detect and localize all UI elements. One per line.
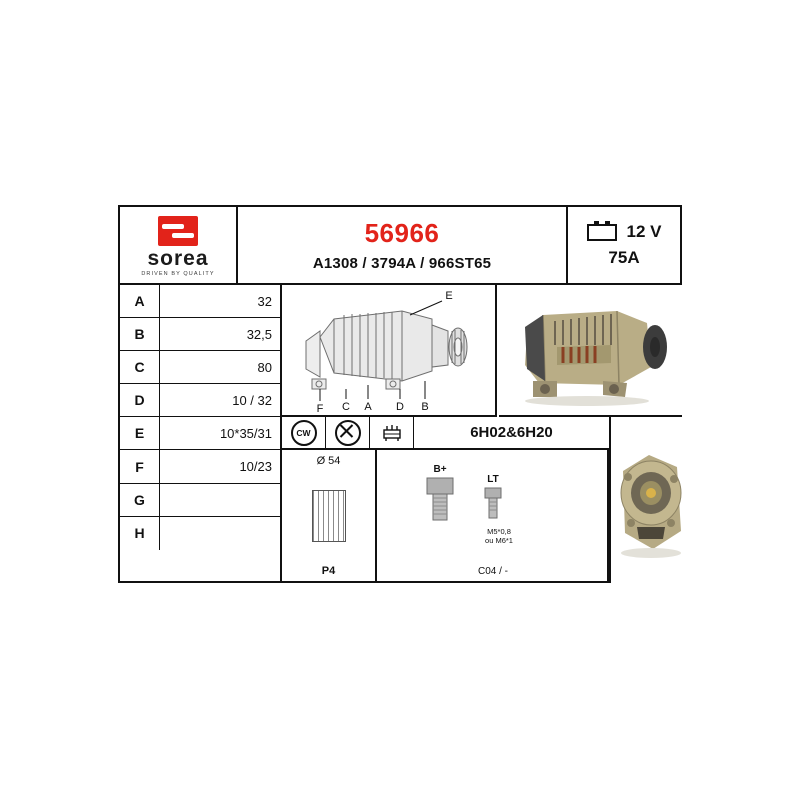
row-value bbox=[160, 517, 280, 550]
product-spec-sheet bbox=[118, 205, 682, 583]
reference-block bbox=[238, 207, 568, 283]
callout-F: F bbox=[316, 403, 324, 415]
callout-D: D bbox=[396, 401, 404, 413]
pulley-diameter: Ø 54 bbox=[316, 455, 341, 467]
rotation-cw-icon: CW bbox=[291, 420, 317, 446]
mounting-code: 6H02&6H20 bbox=[470, 424, 553, 441]
row-value: 32,5 bbox=[246, 326, 272, 342]
callout-A: A bbox=[364, 401, 372, 413]
row-label: F bbox=[120, 450, 160, 482]
pulley-type: P4 bbox=[321, 565, 336, 577]
electrical-block bbox=[568, 207, 680, 283]
row-value bbox=[160, 484, 280, 516]
amperage-value: 75A bbox=[608, 248, 640, 267]
terminal-drawing-svg bbox=[379, 450, 609, 583]
voltage-value: 12 V bbox=[626, 222, 662, 241]
row-label: G bbox=[120, 484, 160, 516]
regulator-icon bbox=[380, 423, 404, 443]
table-row bbox=[120, 351, 280, 384]
alternator-photo-side-svg bbox=[499, 285, 682, 417]
row-label: B bbox=[120, 318, 160, 350]
battery-icon bbox=[587, 224, 617, 241]
row-value: 80 bbox=[257, 359, 272, 375]
spec-table bbox=[120, 285, 280, 583]
row-value: 10 / 32 bbox=[232, 392, 272, 408]
row-value: 10/23 bbox=[239, 459, 272, 475]
row-label: D bbox=[120, 384, 160, 416]
row-label: E bbox=[120, 417, 160, 449]
fan-cell bbox=[326, 417, 370, 448]
alternator-photo-side bbox=[499, 285, 682, 417]
alternator-line-drawing bbox=[282, 285, 497, 417]
regulator-cell bbox=[370, 417, 414, 448]
row-label: C bbox=[120, 351, 160, 383]
pulley-cell bbox=[282, 450, 377, 583]
voltage-row bbox=[587, 222, 662, 242]
fan-crossed-icon bbox=[335, 420, 361, 446]
callout-C: C bbox=[342, 401, 350, 413]
alternator-drawing-svg bbox=[282, 285, 497, 417]
alternator-photo-front-svg bbox=[611, 417, 682, 583]
callout-B: B bbox=[421, 401, 429, 413]
row-value: 32 bbox=[257, 293, 272, 309]
rotation-cell bbox=[282, 417, 326, 448]
table-row bbox=[120, 285, 280, 318]
terminal-lt-label: LT bbox=[487, 474, 499, 485]
brand-name: sorea bbox=[147, 246, 209, 270]
row-label: A bbox=[120, 285, 160, 317]
thread-line-1: M5*0,8 bbox=[487, 527, 511, 536]
brand-tagline: DRIVEN BY QUALITY bbox=[141, 270, 215, 277]
callout-E: E bbox=[445, 290, 453, 302]
pulley-icon bbox=[312, 490, 346, 542]
table-row bbox=[120, 517, 280, 550]
table-row bbox=[120, 417, 280, 450]
sorea-s-icon bbox=[158, 216, 198, 246]
brand-logo bbox=[120, 207, 238, 283]
symbol-row bbox=[282, 417, 609, 450]
connector-code: C04 / - bbox=[477, 566, 508, 577]
table-row bbox=[120, 450, 280, 483]
terminal-cell bbox=[379, 450, 609, 583]
oem-codes: A1308 / 3794A / 966ST65 bbox=[312, 255, 492, 272]
sheet-header bbox=[120, 207, 680, 285]
terminal-bplus-label: B+ bbox=[433, 464, 447, 475]
row-label: H bbox=[120, 517, 160, 550]
table-row bbox=[120, 384, 280, 417]
part-reference: 56966 bbox=[364, 218, 440, 248]
row-value: 10*35/31 bbox=[219, 425, 272, 441]
thread-spec bbox=[471, 528, 527, 545]
table-row bbox=[120, 318, 280, 351]
thread-line-2: ou M6*1 bbox=[485, 535, 513, 545]
table-row bbox=[120, 484, 280, 517]
alternator-photo-front bbox=[611, 417, 682, 583]
